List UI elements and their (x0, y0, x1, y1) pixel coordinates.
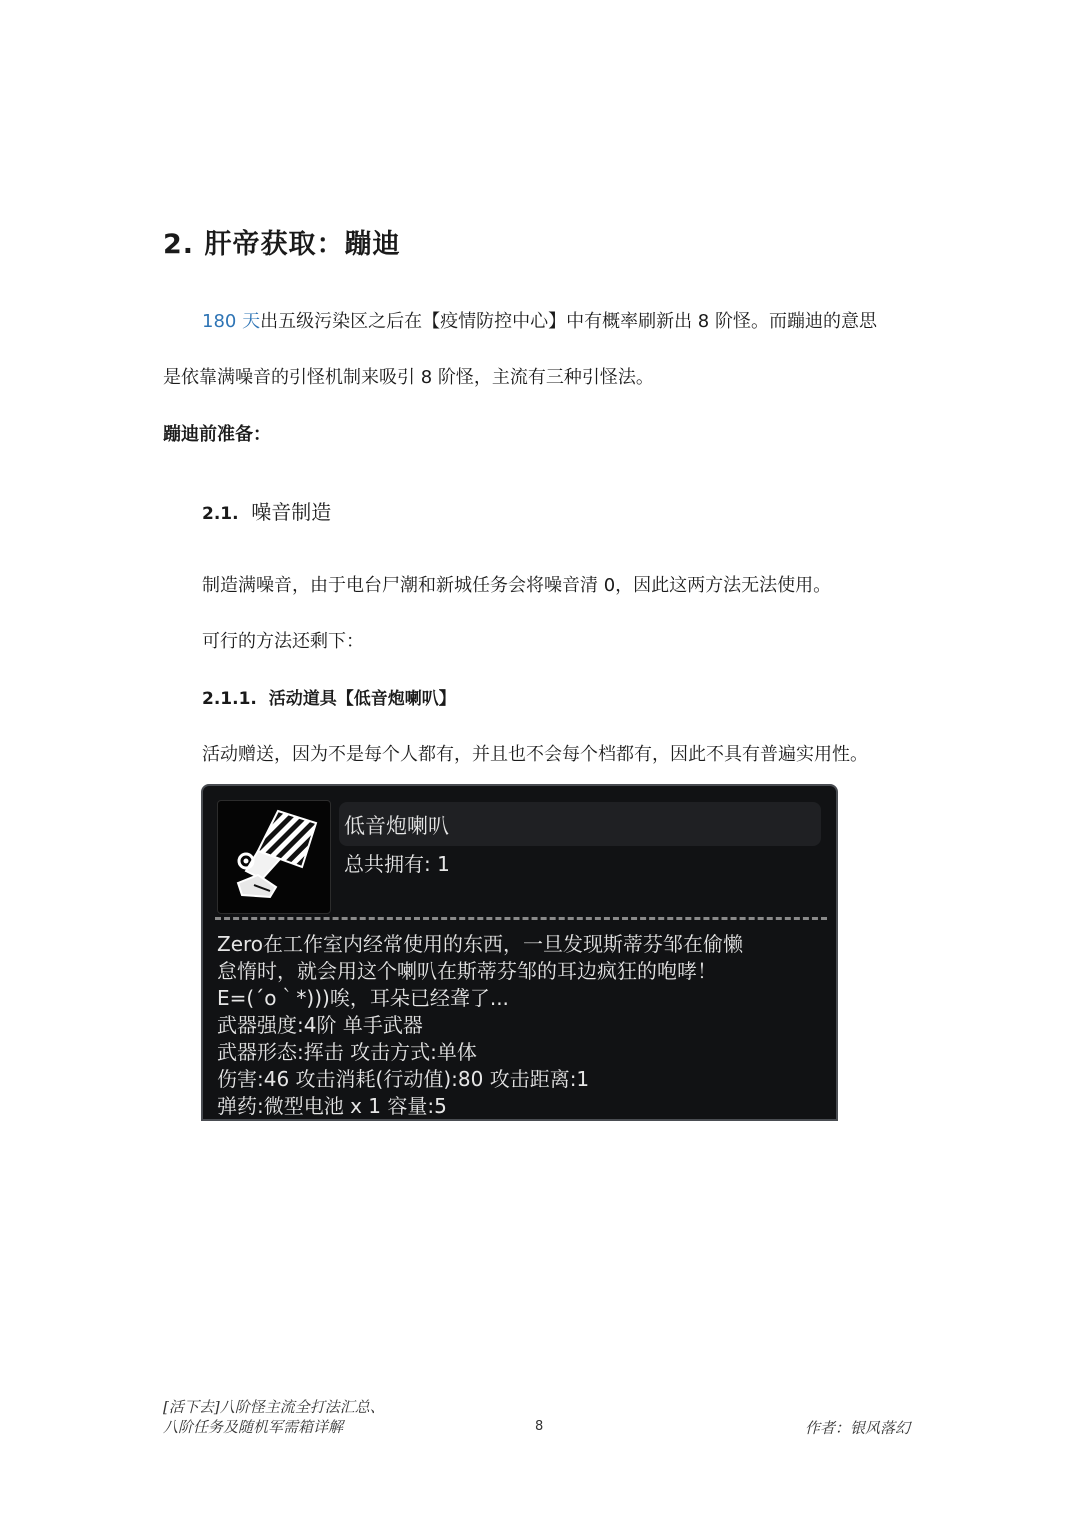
desc-line: 武器强度:4阶 单手武器 (217, 1013, 423, 1037)
section-heading: 2. 肝帝获取：蹦迪 (163, 229, 401, 260)
item-owned-count: 总共拥有: 1 (344, 852, 450, 876)
desc-line: E=(´o｀*)))唉，耳朵已经聋了... (217, 986, 509, 1010)
dashed-divider (215, 917, 827, 920)
intro-line-1-text: 出五级污染区之后在【疫情防控中心】中有概率刷新出 8 阶怪。而蹦迪的意思 (260, 311, 877, 332)
event-paragraph: 活动赠送，因为不是每个人都有，并且也不会每个档都有，因此不具有普遍实用性。 (202, 744, 868, 765)
megaphone-icon (217, 800, 331, 914)
subsection-2-1-number: 2.1. (202, 504, 239, 524)
desc-line: 武器形态:挥击 攻击方式:单体 (217, 1040, 477, 1064)
desc-line: Zero在工作室内经常使用的东西，一旦发现斯蒂芬邹在偷懒 (217, 932, 744, 956)
page-number: 8 (535, 1419, 544, 1434)
subsection-2-1-1-title: 活动道具【低音炮喇叭】 (268, 689, 456, 709)
item-description (217, 931, 743, 1120)
game-item-screenshot (201, 784, 838, 1121)
remaining-paragraph: 可行的方法还剩下： (202, 631, 364, 652)
desc-line: 伤害:46 攻击消耗(行动值):80 攻击距离:1 (217, 1067, 590, 1091)
day-link[interactable]: 180 天 (202, 311, 261, 332)
subsection-2-1-1 (202, 687, 456, 711)
desc-line: 怠惰时，就会用这个喇叭在斯蒂芬邹的耳边疯狂的咆哮！ (217, 959, 717, 983)
subsection-2-1 (202, 496, 331, 525)
footer-title-line-1: [活下去]八阶怪主流全打法汇总、 (163, 1398, 385, 1416)
subsection-2-1-1-number: 2.1.1. (202, 689, 257, 709)
footer-doc-title (163, 1397, 385, 1437)
intro-line-1 (202, 310, 877, 334)
noise-paragraph: 制造满噪音，由于电台尸潮和新城任务会将噪音清 0，因此这两方法无法使用。 (202, 575, 832, 596)
prep-label: 蹦迪前准备： (163, 424, 271, 445)
item-name: 低音炮喇叭 (344, 814, 449, 838)
footer-author: 作者：银风落幻 (805, 1419, 911, 1437)
subsection-2-1-title: 噪音制造 (251, 500, 332, 524)
intro-line-2: 是依靠满噪音的引怪机制来吸引 8 阶怪，主流有三种引怪法。 (163, 367, 654, 388)
footer-title-line-2: 八阶任务及随机军需箱详解 (163, 1418, 344, 1436)
desc-line: 弹药:微型电池 x 1 容量:5 (217, 1094, 447, 1118)
